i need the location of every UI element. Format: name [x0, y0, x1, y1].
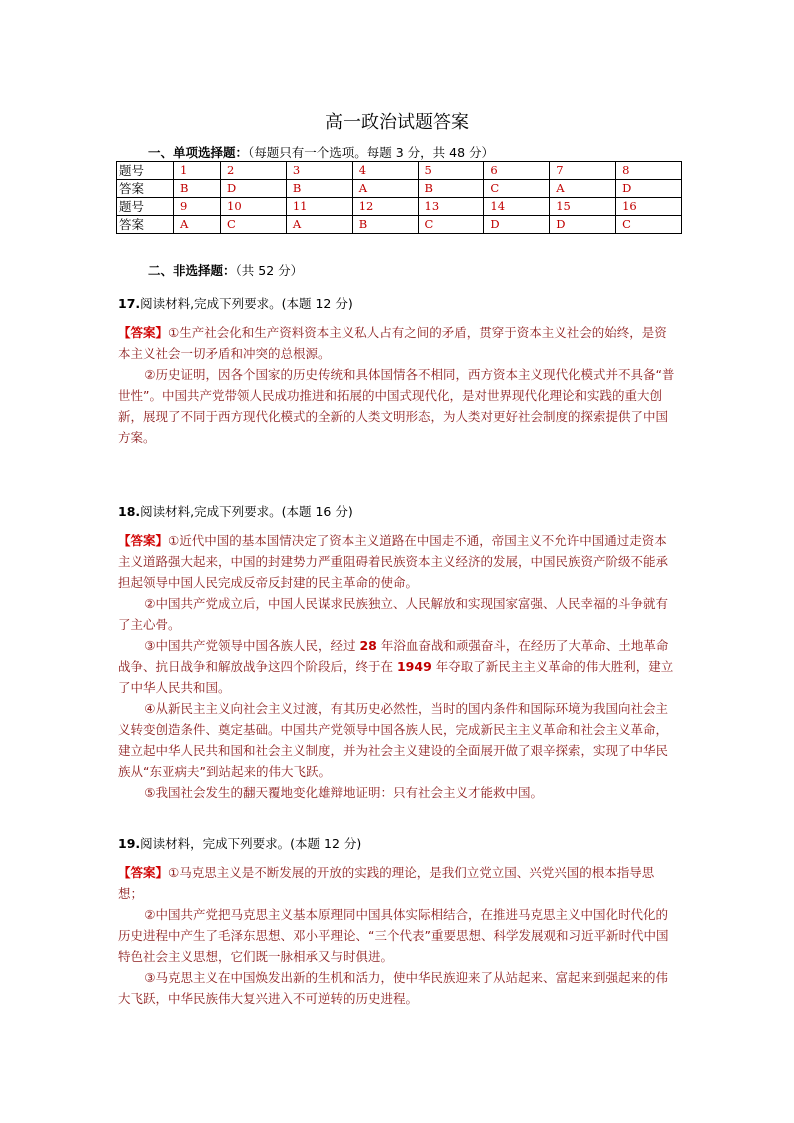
q19-prompt: 阅读材料，完成下列要求。(本题 12 分)	[140, 836, 362, 851]
q18-heading	[118, 502, 353, 520]
section1-note: （每题只有一个选项。每题 3 分，共 48 分）	[248, 145, 495, 160]
section2-note: （共 52 分）	[235, 263, 304, 278]
q18-text-1: ①近代中国的基本国情决定了资本主义道路在中国走不通，帝国主义不允许中国通过走资本主义道路强大起来，中国的封建势力严重阻碍着民族资本主义经济的发展，中国民族资产阶级不能承担起领导中国人民完成反帝反封建的民主革命的使命。	[118, 533, 669, 590]
table-cell: 6	[484, 162, 550, 180]
table-cell: C	[484, 180, 550, 198]
table-cell: A	[286, 216, 352, 234]
q18-para-1	[118, 530, 678, 593]
table-cell: 16	[616, 198, 682, 216]
table-cell: B	[352, 216, 418, 234]
q18-answer-tag: 【答案】	[118, 533, 169, 548]
q18-text-3c: 年夺取了新民主主义革命的伟大胜利，建立了中华人民共和国。	[118, 659, 674, 695]
table-cell: 10	[221, 198, 287, 216]
table-cell: D	[616, 180, 682, 198]
table-cell: C	[221, 216, 287, 234]
table-row	[117, 198, 682, 216]
table-cell: B	[286, 180, 352, 198]
table-cell: 3	[286, 162, 352, 180]
row-label: 题号	[117, 198, 174, 216]
table-cell: C	[418, 216, 484, 234]
q17-answer	[118, 322, 678, 448]
table-cell: D	[221, 180, 287, 198]
q19-para-1	[118, 862, 678, 904]
section1-heading-line	[148, 143, 494, 161]
row-label: 题号	[117, 162, 174, 180]
table-cell: B	[418, 180, 484, 198]
section2-heading-line	[148, 261, 303, 279]
table-cell: B	[174, 180, 221, 198]
q17-number: 17.	[118, 296, 141, 311]
q19-para-2: ②中国共产党把马克思主义基本原理同中国具体实际相结合，在推进马克思主义中国化时代化的历史进程中产生了毛泽东思想、邓小平理论、“三个代表”重要思想、科学发展观和习近平新时代中国特色社会主义思想，它们既一脉相承又与时俱进。	[118, 907, 669, 964]
q18-text-3b: 年浴血奋战和顽强奋斗，在经历了大革命、土地革命战争、抗日战争和解放战争这四个阶段后，终于在	[118, 638, 669, 674]
q18-answer	[118, 530, 678, 803]
q17-para-1	[118, 322, 678, 364]
table-cell: 4	[352, 162, 418, 180]
table-cell: 13	[418, 198, 484, 216]
page-title: 高一政治试题答案	[325, 112, 469, 133]
table-cell: 14	[484, 198, 550, 216]
q19-heading	[118, 834, 361, 852]
table-cell: D	[550, 216, 616, 234]
q19-number: 19.	[118, 836, 141, 851]
section2-heading: 二、非选择题：	[148, 263, 236, 278]
q17-text-1: ①生产社会化和生产资料资本主义私人占有之间的矛盾，贯穿于资本主义社会的始终，是资本主义社会一切矛盾和冲突的总根源。	[118, 325, 667, 361]
q19-answer	[118, 862, 678, 1009]
table-cell: 5	[418, 162, 484, 180]
q17-answer-tag: 【答案】	[118, 325, 169, 340]
row-label: 答案	[117, 180, 174, 198]
table-row	[117, 216, 682, 234]
table-cell: 8	[616, 162, 682, 180]
answer-table	[116, 161, 682, 234]
table-cell: 1	[174, 162, 221, 180]
q18-years-number: 28	[359, 638, 377, 653]
q19-answer-tag: 【答案】	[118, 865, 169, 880]
q17-prompt: 阅读材料,完成下列要求。(本题 12 分)	[140, 296, 353, 311]
table-row	[117, 162, 682, 180]
q17-para-2: ②历史证明，因各个国家的历史传统和具体国情各不相同，西方资本主义现代化模式并不具备“普世性”。中国共产党带领人民成功推进和拓展的中国式现代化，是对世界现代化理论和实践的重大创新，展现了不同于西方现代化模式的全新的人类文明形态，为人类对更好社会制度的探索提供了中国方案。	[118, 367, 675, 445]
q18-para-5: ⑤我国社会发生的翻天覆地变化雄辩地证明：只有社会主义才能救中国。	[144, 785, 543, 800]
table-cell: 9	[174, 198, 221, 216]
q18-para-4: ④从新民主主义向社会主义过渡，有其历史必然性，当时的国内条件和国际环境为我国向社会主义转变创造条件、奠定基础。中国共产党领导中国各族人民，完成新民主主义革命和社会主义革命，建立起中华人民共和国和社会主义制度，并为社会主义建设的全面展开做了艰辛探索，实现了中华民族从“东亚病夫”到站起来的伟大飞跃。	[118, 701, 669, 779]
q19-para-3: ③马克思主义在中国焕发出新的生机和活力，使中华民族迎来了从站起来、富起来到强起来的伟大飞跃，中华民族伟大复兴进入不可逆转的历史进程。	[118, 970, 668, 1006]
table-cell: D	[484, 216, 550, 234]
q17-heading	[118, 294, 353, 312]
q18-number: 18.	[118, 504, 141, 519]
table-cell: 11	[286, 198, 352, 216]
section1-heading: 一、单项选择题：	[148, 145, 249, 160]
table-cell: A	[352, 180, 418, 198]
table-cell: C	[616, 216, 682, 234]
table-cell: A	[550, 180, 616, 198]
row-label: 答案	[117, 216, 174, 234]
q18-year-number: 1949	[396, 659, 432, 674]
q18-para-3	[118, 635, 678, 698]
q18-prompt: 阅读材料,完成下列要求。(本题 16 分)	[140, 504, 353, 519]
table-cell: 12	[352, 198, 418, 216]
q19-text-1: ①马克思主义是不断发展的开放的实践的理论，是我们立党立国、兴党兴国的根本指导思想；	[118, 865, 655, 901]
table-cell: 7	[550, 162, 616, 180]
table-cell: 2	[221, 162, 287, 180]
q18-text-3a: ③中国共产党领导中国各族人民，经过	[144, 638, 360, 653]
q18-para-2: ②中国共产党成立后，中国人民谋求民族独立、人民解放和实现国家富强、人民幸福的斗争就有了主心骨。	[118, 596, 668, 632]
table-row	[117, 180, 682, 198]
table-cell: A	[174, 216, 221, 234]
table-cell: 15	[550, 198, 616, 216]
